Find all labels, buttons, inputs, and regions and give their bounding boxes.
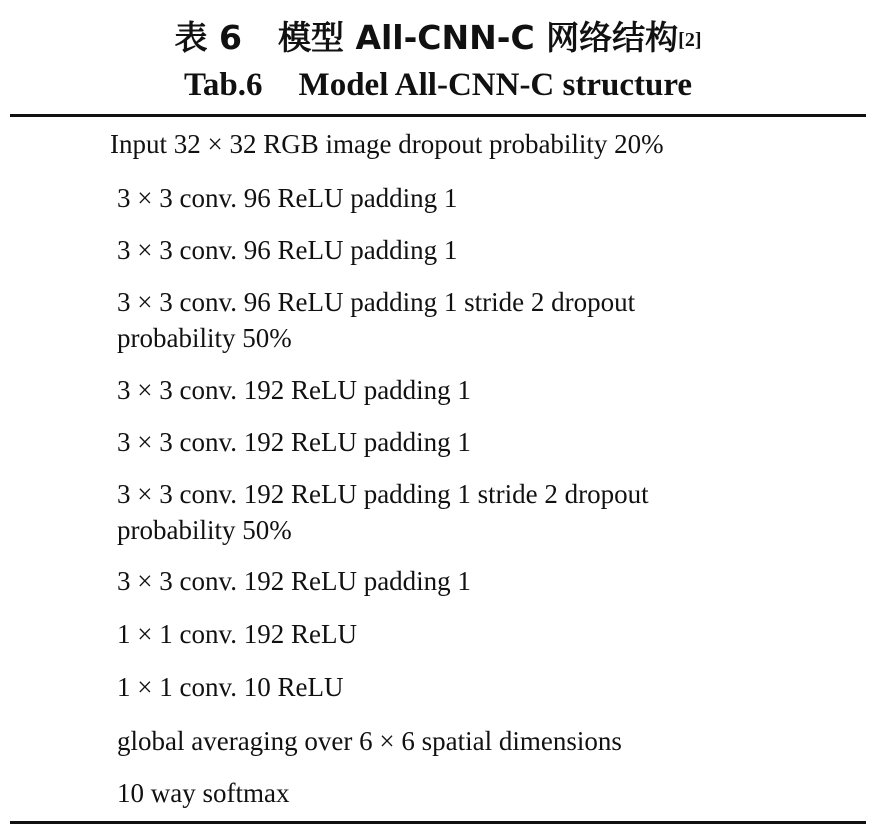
caption-cn-label: 表 6 [174,18,242,57]
table-row [117,232,757,268]
table-cell: 3 × 3 conv. 192 ReLU padding 1 [117,375,471,405]
table-cell-line: 3 × 3 conv. 192 ReLU padding 1 stride 2 dropout [117,479,649,509]
table-cell: 3 × 3 conv. 96 ReLU padding 1 [117,183,458,213]
table-row [117,616,757,652]
table-cell-line: probability 50% [117,515,292,545]
table-row [117,723,757,759]
table-cell: 10 way softmax [117,778,290,808]
table-caption-chinese [0,16,876,60]
caption-reference: [2] [678,29,702,51]
table-cell-line: 3 × 3 conv. 96 ReLU padding 1 stride 2 dropout [117,287,636,317]
table-row [117,563,757,599]
table-cell: global averaging over 6 × 6 spatial dimensions [117,726,622,756]
table-row [117,669,757,705]
table-row [117,284,757,356]
table-cell: 1 × 1 conv. 192 ReLU [117,619,357,649]
table-cell: Input 32 × 32 RGB image dropout probability 20% [110,129,664,159]
table-cell: 3 × 3 conv. 96 ReLU padding 1 [117,235,458,265]
table-cell: 1 × 1 conv. 10 ReLU [117,672,344,702]
table-row [117,775,757,811]
table-row [117,180,757,216]
table-cell: 3 × 3 conv. 192 ReLU padding 1 [117,566,471,596]
table-row [117,424,757,460]
caption-en-label: Tab.6 [183,67,263,103]
table-row [117,476,757,548]
table-caption-english [0,64,876,106]
table-top-rule [10,114,866,117]
table-cell: 3 × 3 conv. 192 ReLU padding 1 [117,427,471,457]
table-bottom-rule [10,821,866,824]
table-row [110,126,750,162]
caption-en-title: Model All-CNN-C structure [298,67,693,103]
table-cell-line: probability 50% [117,323,292,353]
table-row [117,372,757,408]
caption-cn-title: 模型 All-CNN-C 网络结构 [277,18,679,57]
